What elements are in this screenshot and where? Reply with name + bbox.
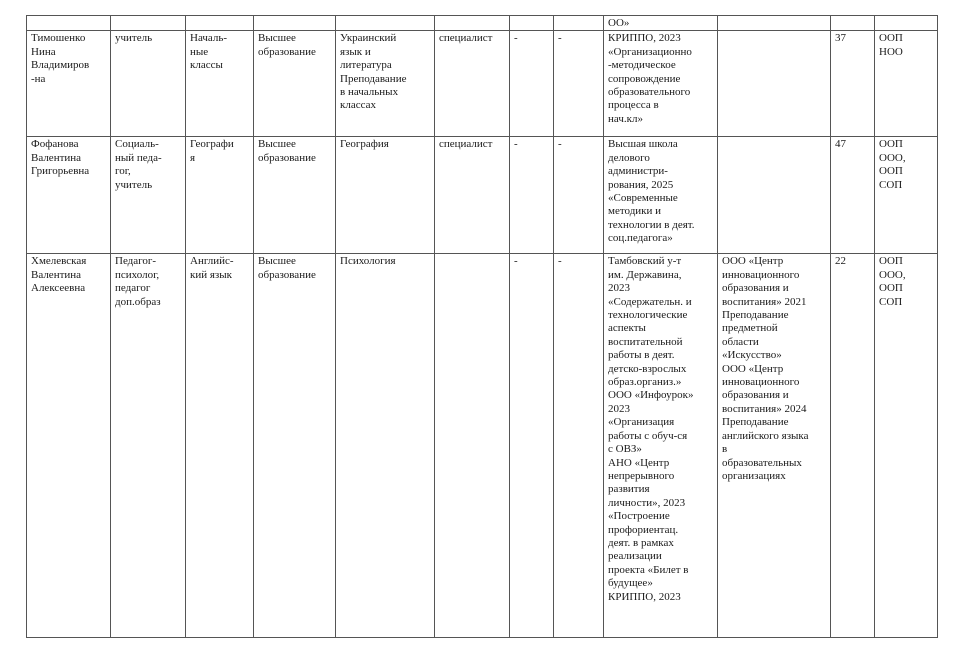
cell — [510, 16, 554, 31]
cell-text: с ОВЗ» — [608, 443, 642, 456]
cell-text: учитель — [115, 178, 153, 191]
cell-text: Преподавание — [340, 72, 407, 85]
cell-text: 2023 — [608, 402, 630, 415]
cell-programs — [875, 254, 938, 638]
cell-retraining — [718, 254, 831, 638]
cell-text: -на — [31, 72, 46, 85]
cell — [718, 16, 831, 31]
cell-text: Тимошенко — [31, 32, 86, 45]
cell-text: ООП — [879, 138, 903, 151]
cell-training — [604, 137, 718, 254]
cell-text: - — [514, 138, 518, 151]
cell-text: нач.кл» — [608, 112, 643, 125]
cell-text: ООО, — [879, 268, 906, 281]
cell-text: образ.организ.» — [608, 376, 682, 389]
cell-text: Фофанова — [31, 138, 79, 151]
cell — [554, 16, 604, 31]
cell-text: образование — [258, 45, 316, 58]
cell-text: Педагог- — [115, 255, 157, 268]
cell-training — [604, 254, 718, 638]
cell-name — [27, 254, 111, 638]
cell-text: Английс- — [190, 255, 234, 268]
cell-text: ООП — [879, 32, 903, 45]
cell-text: «Построение — [608, 510, 670, 523]
cell-text: доп.образ — [115, 295, 161, 308]
cell-subjects — [186, 31, 254, 137]
cell-text: методики и — [608, 205, 662, 218]
cell-text: делового — [608, 151, 650, 164]
staff-table — [26, 15, 938, 638]
cell-text: педагог — [115, 282, 151, 295]
cell-text: я — [190, 151, 196, 164]
cell-experience — [831, 254, 875, 638]
cell-text: СОП — [879, 295, 903, 308]
cell-text: администри- — [608, 165, 668, 178]
cell-text: работы в деят. — [608, 349, 675, 362]
cell-specialty — [336, 254, 435, 638]
cell-text: профориентац. — [608, 523, 679, 536]
cell-text: КРИППО, 2023 — [608, 32, 681, 45]
cell-text: Украинский — [340, 32, 397, 45]
cell-text: КРИППО, 2023 — [608, 590, 681, 603]
cell-name — [27, 137, 111, 254]
cell-training-continued — [604, 16, 718, 31]
cell-text: специалист — [439, 32, 493, 45]
cell-position — [111, 254, 186, 638]
cell-text: ООО «Инфоурок» — [608, 389, 694, 402]
cell-programs — [875, 31, 938, 137]
cell-qualification — [435, 254, 510, 638]
cell-text: Алексеевна — [31, 282, 86, 295]
cell-text: - — [514, 32, 518, 45]
cell — [831, 16, 875, 31]
cell-text: инновационного — [722, 268, 800, 281]
cell-text: сопровождение — [608, 72, 681, 85]
cell-education-level — [254, 254, 336, 638]
cell-text: процесса в — [608, 99, 659, 112]
cell-text: образования и — [722, 389, 789, 402]
cell-text: Преподавание — [722, 309, 789, 322]
cell-text: психолог, — [115, 268, 160, 281]
cell — [254, 16, 336, 31]
cell-text: деят. в рамках — [608, 536, 674, 549]
cell-text: Географи — [190, 138, 234, 151]
cell-text: реализации — [608, 550, 662, 563]
cell-text: в — [722, 443, 728, 456]
cell-text: «Современные — [608, 192, 678, 205]
cell-text: Высшее — [258, 32, 296, 45]
cell-text: области — [722, 335, 759, 348]
cell-text: ные — [190, 45, 209, 58]
cell-qualification — [435, 137, 510, 254]
cell-text: 22 — [835, 255, 846, 268]
cell-text: Социаль- — [115, 138, 159, 151]
cell-text: «Организация — [608, 416, 675, 429]
cell-text: детско-взрослых — [608, 362, 687, 375]
cell-text: язык и — [340, 45, 371, 58]
cell-text: аспекты — [608, 322, 646, 335]
cell-text: гог, — [115, 165, 131, 178]
cell-text: ООП — [879, 282, 903, 295]
cell-text: «Искусство» — [722, 349, 782, 362]
cell-academic-degree — [510, 254, 554, 638]
cell-text: классах — [340, 99, 376, 112]
cell-text: образование — [258, 151, 316, 164]
cell-text: - — [514, 255, 518, 268]
cell-text: ный педа- — [115, 151, 162, 164]
cell-subjects — [186, 254, 254, 638]
cell-education-level — [254, 137, 336, 254]
cell-text: Хмелевская — [31, 255, 87, 268]
cell-text: развития — [608, 483, 650, 496]
cell-text: технологические — [608, 309, 688, 322]
cell — [336, 16, 435, 31]
cell-text: учитель — [115, 32, 153, 45]
cell-text: технологии в деят. — [608, 218, 695, 231]
cell-text: инновационного — [722, 376, 800, 389]
cell-academic-title — [554, 254, 604, 638]
cell-text: Григорьевна — [31, 165, 90, 178]
cell-text: литература — [340, 59, 392, 72]
cell-text: специалист — [439, 138, 493, 151]
cell-text: НОО — [879, 45, 903, 58]
cell-position — [111, 31, 186, 137]
table-row — [27, 31, 938, 137]
cell-name — [27, 31, 111, 137]
cell-text: Валентина — [31, 268, 82, 281]
cell-text: непрерывного — [608, 469, 675, 482]
cell-position — [111, 137, 186, 254]
cell-text: АНО «Центр — [608, 456, 670, 469]
cell-text: ООО, — [879, 151, 906, 164]
cell-text: будущее» — [608, 577, 653, 590]
cell-text: проекта «Билет в — [608, 563, 689, 576]
cell-text: «Содержательн. и — [608, 295, 692, 308]
table-row — [27, 254, 938, 638]
cell — [875, 16, 938, 31]
cell-text: ОО» — [608, 17, 630, 29]
cell-specialty — [336, 31, 435, 137]
cell-text: 2023 — [608, 282, 630, 295]
cell-text: Тамбовский у-т — [608, 255, 682, 268]
cell-academic-title — [554, 137, 604, 254]
cell-text: классы — [190, 59, 223, 72]
cell-text: «Организационно — [608, 45, 692, 58]
cell-training — [604, 31, 718, 137]
cell-text: География — [340, 138, 389, 151]
cell-text: Преподавание — [722, 416, 789, 429]
cell-text: -методическое — [608, 59, 676, 72]
cell-experience — [831, 137, 875, 254]
cell-academic-degree — [510, 137, 554, 254]
cell-text: ООП — [879, 255, 903, 268]
cell-text: Валентина — [31, 151, 82, 164]
cell-text: воспитательной — [608, 335, 683, 348]
cell-retraining — [718, 31, 831, 137]
table-row — [27, 137, 938, 254]
cell-text: работы с обуч-ся — [608, 429, 688, 442]
cell-text: образование — [258, 268, 316, 281]
cell-text: в начальных — [340, 86, 399, 99]
cell-text: английского языка — [722, 429, 809, 442]
cell-text: - — [558, 32, 562, 45]
cell-text: ООО «Центр — [722, 362, 784, 375]
cell-text: Психология — [340, 255, 396, 268]
cell — [435, 16, 510, 31]
cell-education-level — [254, 31, 336, 137]
cell-subjects — [186, 137, 254, 254]
cell-text: воспитания» 2021 — [722, 295, 807, 308]
cell-text: СОП — [879, 178, 903, 191]
cell-text: Высшее — [258, 138, 296, 151]
cell-retraining — [718, 137, 831, 254]
cell — [186, 16, 254, 31]
cell-text: - — [558, 255, 562, 268]
cell-text: им. Державина, — [608, 268, 682, 281]
cell-specialty — [336, 137, 435, 254]
cell-text: 47 — [835, 138, 846, 151]
cell-programs — [875, 137, 938, 254]
cell-text: ООО «Центр — [722, 255, 784, 268]
cell-text: Началь- — [190, 32, 228, 45]
cell-text: кий язык — [190, 268, 233, 281]
cell-text: образовательного — [608, 86, 691, 99]
cell-academic-title — [554, 31, 604, 137]
cell-text: рования, 2025 — [608, 178, 674, 191]
cell-academic-degree — [510, 31, 554, 137]
cell-text: организациях — [722, 469, 786, 482]
cell-qualification — [435, 31, 510, 137]
cell-text: Высшая школа — [608, 138, 678, 151]
cell-text: Владимиров — [31, 59, 90, 72]
cell-text: образовательных — [722, 456, 802, 469]
cell-experience — [831, 31, 875, 137]
cell — [27, 16, 111, 31]
cell-text: личности», 2023 — [608, 496, 686, 509]
cell-text: образования и — [722, 282, 789, 295]
cell-text: предметной — [722, 322, 778, 335]
cell-text: - — [558, 138, 562, 151]
cell-text: Нина — [31, 45, 56, 58]
cell-text: воспитания» 2024 — [722, 402, 807, 415]
continued-row — [27, 16, 938, 31]
cell — [111, 16, 186, 31]
cell-text: 37 — [835, 32, 846, 45]
cell-text: ООП — [879, 165, 903, 178]
cell-text: соц.педагога» — [608, 232, 673, 245]
cell-text: Высшее — [258, 255, 296, 268]
